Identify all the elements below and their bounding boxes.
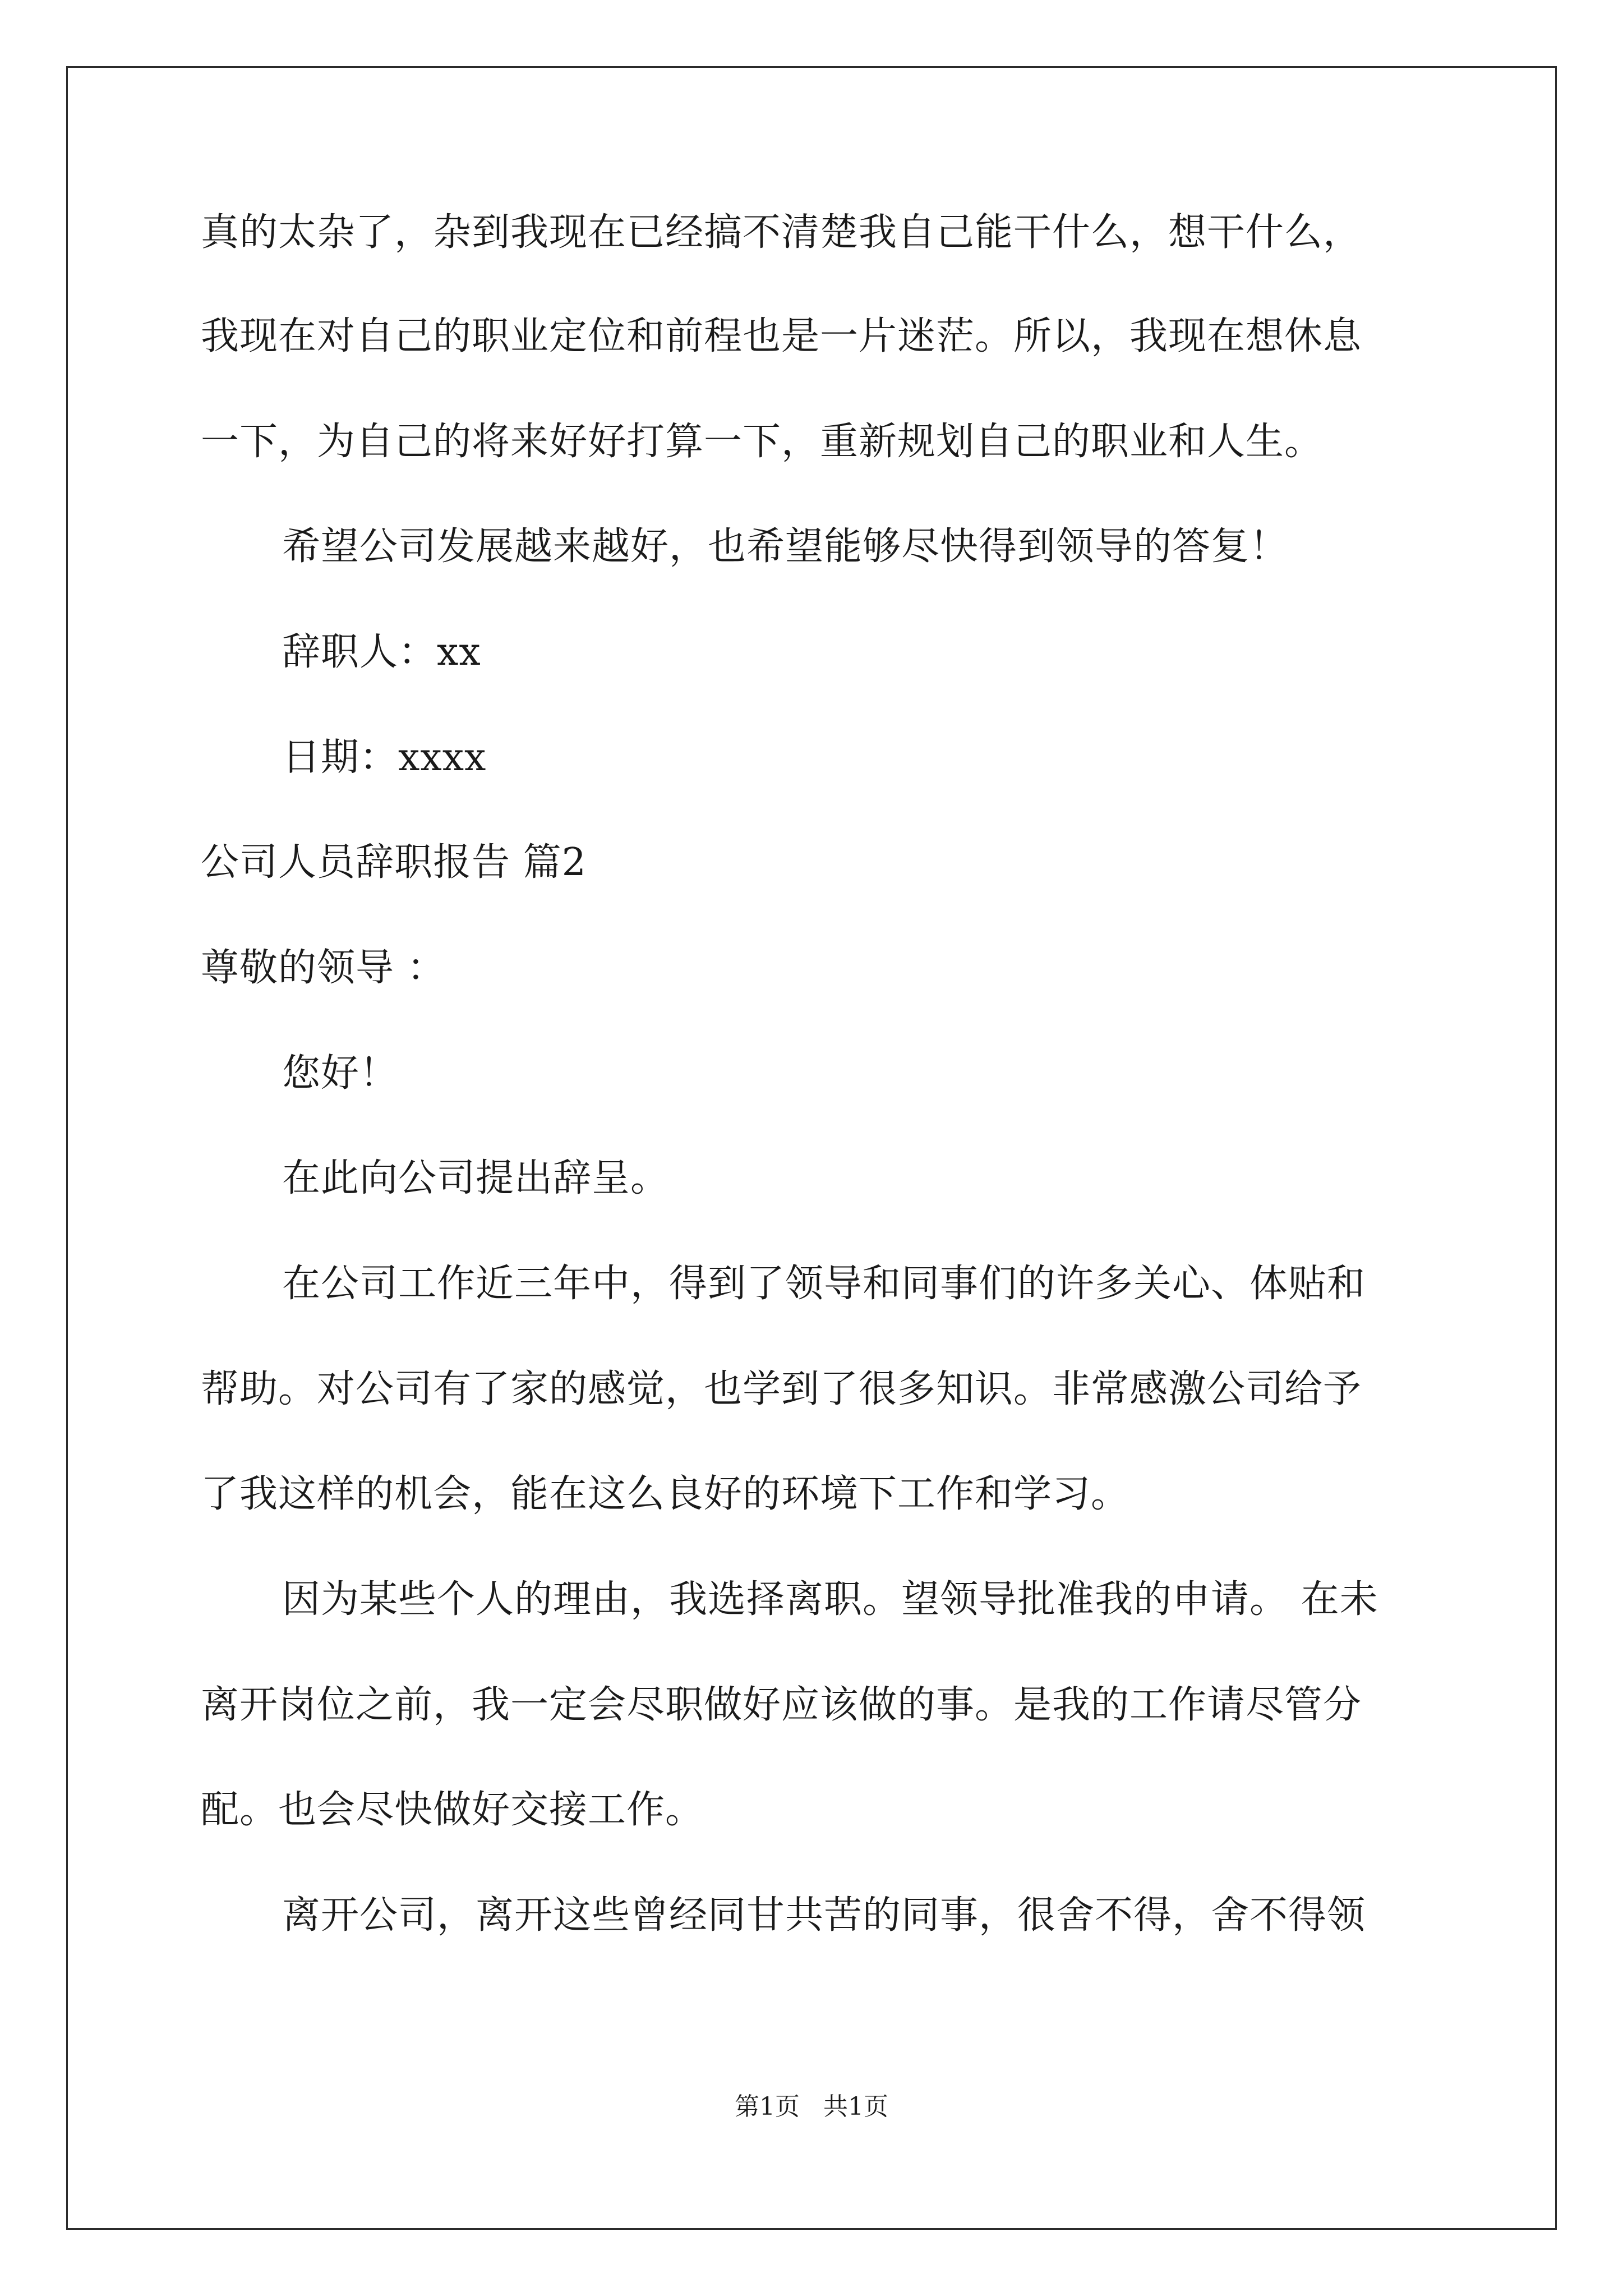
resignation-statement: 在此向公司提出辞呈。	[282, 1156, 670, 1200]
body-line-2: 我现在对自己的职业定位和前程也是一片迷茫。所以，我现在想休息	[201, 314, 1362, 358]
body-line-1: 真的太杂了，杂到我现在已经搞不清楚我自己能干什么，想干什么，	[201, 210, 1362, 255]
closing-wish-paragraph: 希望公司发展越来越好，也希望能够尽快得到领导的答复！	[282, 524, 1289, 569]
page-number-footer: 第1页 共1页	[735, 2092, 888, 2121]
signatory-line: 辞职人：xx	[282, 630, 481, 674]
body-line-17: 离开公司，离开这些曾经同甘共苦的同事，很舍不得，舍不得领	[282, 1893, 1366, 1938]
body-line-13: 了我这样的机会，能在这么良好的环境下工作和学习。	[201, 1472, 1130, 1516]
body-line-11: 在公司工作近三年中，得到了领导和同事们的许多关心、体贴和	[282, 1262, 1366, 1306]
section-title: 公司人员辞职报告 篇2	[201, 840, 587, 885]
date-line: 日期：xxxx	[282, 735, 487, 780]
body-line-16: 配。也会尽快做好交接工作。	[201, 1788, 704, 1832]
greeting: 您好！	[282, 1051, 399, 1096]
body-line-14: 因为某些个人的理由，我选择离职。望领导批准我的申请。 在未	[282, 1577, 1378, 1622]
salutation: 尊敬的领导 ：	[201, 946, 446, 990]
body-line-3: 一下，为自己的将来好好打算一下，重新规划自己的职业和人生。	[201, 420, 1324, 464]
body-line-15: 离开岗位之前，我一定会尽职做好应该做的事。是我的工作请尽管分	[201, 1683, 1362, 1727]
body-line-12: 帮助。对公司有了家的感觉，也学到了很多知识。非常感激公司给予	[201, 1367, 1362, 1411]
